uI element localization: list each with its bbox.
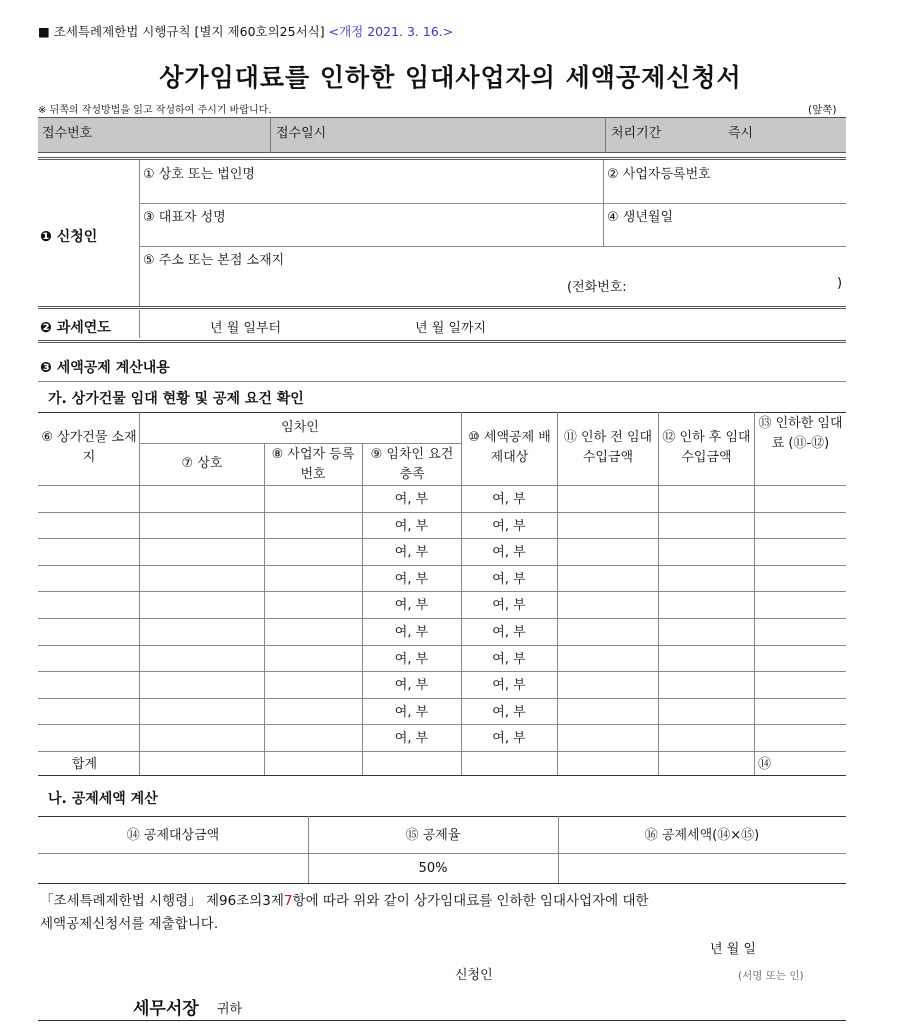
phone-close: ) [837, 276, 843, 291]
legal-ref-text: ■ 조세특례제한법 시행규칙 [별지 제60호의25서식] [38, 24, 325, 39]
receipt-number-label: 접수번호 [42, 126, 93, 141]
col-income-before: ⑪ 인하 전 임대수입금액 [563, 430, 653, 466]
exclusion-choice[interactable]: 여, 부 [492, 731, 526, 747]
col-building-location: ⑥ 상가건물 소재지 [41, 430, 137, 466]
col-rent-reduced: ⑬ 인하한 임대료 (⑪-⑫) [758, 416, 843, 452]
exclusion-choice[interactable]: 여, 부 [492, 625, 526, 640]
tenant-eligibility-choice[interactable]: 여, 부 [394, 625, 429, 640]
receipt-bar [38, 117, 846, 153]
declaration-paragraph-number: 7 [283, 893, 293, 909]
declaration-line-1 [40, 889, 649, 909]
applicant-section-label: ❶ 신청인 [40, 229, 98, 245]
col-tenant-eligibility: ⑨ 임차인 요건 충족 [370, 447, 454, 483]
representative-name-field[interactable]: ③ 대표자 성명 [143, 210, 226, 225]
business-reg-number-field[interactable]: ② 사업자등록번호 [607, 167, 711, 182]
tax-year-to-field[interactable]: 년 월 일까지 [415, 321, 487, 336]
col-exclusion: ⑩ 세액공제 배제대상 [468, 430, 551, 466]
recipient-office: 세무서장 [133, 999, 199, 1019]
col-tenant-group: 임차인 [281, 420, 319, 435]
part-b-label: 나. 공제세액 계산 [48, 791, 158, 807]
exclusion-choice[interactable]: 여, 부 [492, 678, 526, 694]
instruction-note: ※ 뒤쪽의 작성방법을 읽고 작성하여 주시기 바랍니다. [38, 105, 272, 116]
tenant-eligibility-choice[interactable]: 여, 부 [394, 704, 429, 720]
col-deduction-amount: ⑯ 공제세액(⑭×⑮) [644, 828, 760, 843]
tenant-eligibility-choice[interactable]: 여, 부 [394, 545, 429, 561]
signature-hint[interactable]: (서명 또는 인) [738, 970, 804, 982]
tax-year-section-label: ❷ 과세연도 [40, 320, 111, 336]
part-a-label: 가. 상가건물 임대 현황 및 공제 요건 확인 [48, 391, 304, 407]
exclusion-choice[interactable]: 여, 부 [492, 651, 526, 667]
recipient-suffix: 귀하 [217, 1002, 243, 1017]
legal-reference [38, 22, 453, 40]
exclusion-choice[interactable]: 여, 부 [492, 518, 526, 534]
phone-label: (전화번호: [567, 280, 627, 295]
col-income-after: ⑫ 인하 후 임대수입금액 [662, 430, 751, 466]
tenant-eligibility-choice[interactable]: 여, 부 [394, 492, 429, 507]
tenant-eligibility-choice[interactable]: 여, 부 [394, 598, 429, 614]
exclusion-choice[interactable]: 여, 부 [492, 598, 526, 614]
applicant-signature-label: 신청인 [455, 968, 493, 983]
tenant-eligibility-choice[interactable]: 여, 부 [394, 678, 429, 694]
birth-date-field[interactable]: ④ 생년월일 [607, 210, 674, 225]
tenant-eligibility-choice[interactable]: 여, 부 [394, 518, 429, 534]
exclusion-choice[interactable]: 여, 부 [492, 545, 526, 561]
col-deduction-base: ⑭ 공제대상금액 [126, 828, 220, 843]
page-side-label: (앞쪽) [808, 104, 837, 116]
deduction-rate-value: 50% [418, 861, 448, 876]
revision-date: <개정 2021. 3. 16.> [328, 24, 454, 39]
exclusion-choice[interactable]: 여, 부 [492, 704, 526, 720]
col-tenant-reg-number: ⑧ 사업자 등록번호 [271, 447, 355, 483]
tenant-eligibility-choice[interactable]: 여, 부 [394, 651, 429, 667]
form-title: 상가임대료를 인하한 임대사업자의 세액공제신청서 [159, 63, 742, 92]
tenant-eligibility-choice[interactable]: 여, 부 [394, 731, 429, 747]
processing-period-value: 즉시 [728, 126, 754, 141]
total-mark: ⑭ [758, 757, 772, 772]
business-name-field[interactable]: ① 상호 또는 법인명 [143, 167, 255, 182]
processing-period-label: 처리기간 [611, 126, 662, 141]
total-label: 합계 [72, 757, 98, 772]
calc-section-label: ❸ 세액공제 계산내용 [40, 360, 170, 376]
exclusion-choice[interactable]: 여, 부 [492, 571, 526, 587]
address-field[interactable]: ⑤ 주소 또는 본점 소재지 [143, 253, 285, 268]
receipt-date-label: 접수일시 [276, 126, 327, 141]
col-deduction-rate: ⑮ 공제율 [405, 828, 461, 843]
tenant-eligibility-choice[interactable]: 여, 부 [394, 571, 429, 587]
declaration-date[interactable]: 년 월 일 [710, 942, 756, 957]
tax-year-from-field[interactable]: 년 월 일부터 [210, 321, 282, 336]
exclusion-choice[interactable]: 여, 부 [492, 492, 526, 507]
declaration-text-a: 「조세특례제한법 시행령」 제96조의3제 [40, 893, 284, 909]
declaration-line-2: 세액공제신청서를 제출합니다. [40, 916, 219, 932]
declaration-text-b: 항에 따라 위와 같이 상가임대료를 인하한 임대사업자에 대한 [292, 893, 649, 909]
col-tenant-name: ⑦ 상호 [181, 456, 223, 471]
